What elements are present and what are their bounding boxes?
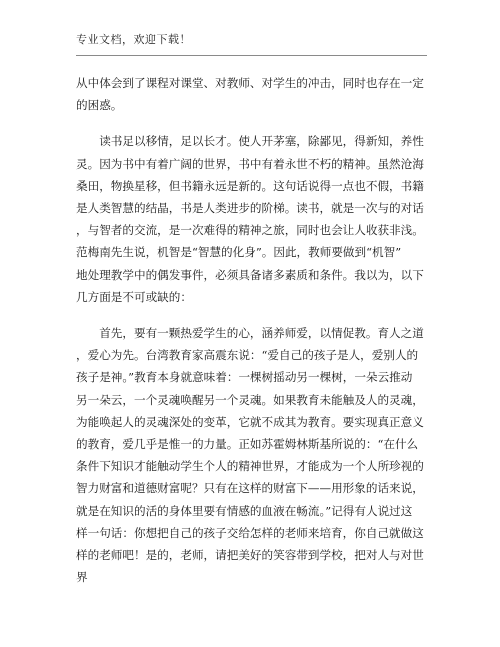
paragraph-2: 读书足以移情，足以长才。使人开茅塞，除鄙见，得新知，养性 灵。因为书中有着广阔的世界，书中有着永世不朽的精神。虽然沧海 桑田，物换星移，但书籍永远是新的。这句话说得一点也不假，书籍 是人类智慧的结晶，书是人类进步的阶梯。读书，就是一次与的对话 ，与智者的交流，是一次难得的精神之旅，同时也会让人收获非浅。 范梅南先生说，机智是“智慧的化身”。因此，教师要做到“机智” 地处理教学中的偶发事件，必须具备诸多素质和条件。我以为，以下 几方面是不可或缺的： [76,134,424,304]
paragraph-3: 首先，要有一颗热爱学生的心，涵养师爱，以情促教。育人之道 ，爱心为先。台湾教育家高震东说：“爱自己的孩子是人，爱别人的 孩子是神。”教育本身就意味着：一棵树摇动另一棵树，一朵云推动 另一朵云，一个灵魂唤醒另一个灵魂。如果教育未能触及人的灵魂， 为能唤起人的灵魂深处的变革，它就不成其为教育。要实现真正意义 的教育，爱几乎是惟一的力量。正如苏霍姆林斯基所说的：“在什么 条件下知识才能触动学生个人的精神世界，才能成为一个人所珍视的 智力财富和道德财富呢？只有在这样的财富下——用形象的话来说， 就是在知识的活的身体里要有情感的血液在畅流。”记得有人说过这 样一句话：你想把自己的孩子交给怎样的老师来培育，你自己就做这 样的老师吧！是的，老师，请把美好的笑容带到学校，把对人与对世界 [76,326,424,585]
paragraph-1: 从中体会到了课程对课堂、对教师、对学生的冲击，同时也存在一定 的困惑。 [76,76,424,113]
header-text: 专业文档，欢迎下载！ [76,33,191,46]
document-body [76,72,426,588]
header-divider [76,55,427,56]
